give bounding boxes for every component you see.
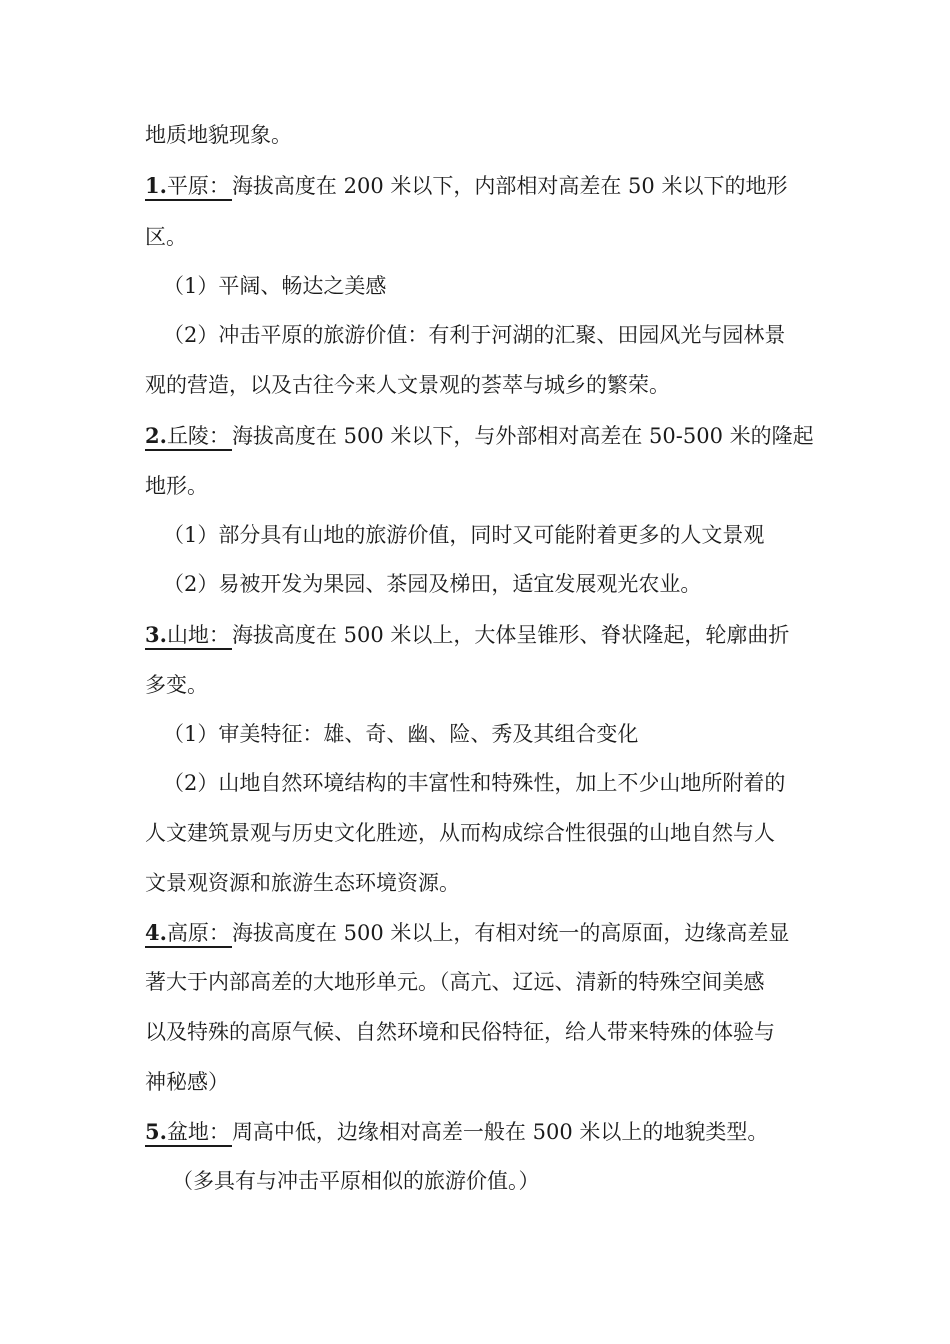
text-line: 以及特殊的高原气候、自然环境和民俗特征，给人带来特殊的体验与 <box>145 1020 775 1044</box>
section-heading-plain <box>145 171 787 201</box>
text-line: 文景观资源和旅游生态环境资源。 <box>145 871 460 895</box>
section-term: 4.高原： <box>145 920 232 948</box>
section-definition: 周高中低，边缘相对高差一般在 500 米以上的地貌类型。 <box>231 1120 769 1144</box>
text-line: （1）部分具有山地的旅游价值，同时又可能附着更多的人文景观 <box>163 523 765 547</box>
text-line: （2）山地自然环境结构的丰富性和特殊性，加上不少山地所附着的 <box>163 771 786 795</box>
section-heading-hills <box>145 421 814 451</box>
text-line: 神秘感） <box>145 1070 229 1094</box>
section-term: 2.丘陵： <box>145 423 232 451</box>
section-heading-plateau <box>145 918 789 948</box>
text-line: 著大于内部高差的大地形单元。（高亢、辽远、清新的特殊空间美感 <box>145 970 765 994</box>
text-line: （2）冲击平原的旅游价值：有利于河湖的汇聚、田园风光与园林景 <box>163 323 786 347</box>
text-line: （2）易被开发为果园、茶园及梯田，适宜发展观光农业。 <box>163 572 702 596</box>
text-line: 人文建筑景观与历史文化胜迹，从而构成综合性很强的山地自然与人 <box>145 821 775 845</box>
text-line: 区。 <box>145 225 187 249</box>
section-definition: 海拔高度在 500 米以上，有相对统一的高原面，边缘高差显 <box>231 921 790 945</box>
section-heading-basin <box>145 1117 768 1147</box>
text-line: （1）平阔、畅达之美感 <box>163 274 387 298</box>
section-term: 1.平原： <box>145 173 232 201</box>
text-line: 地形。 <box>145 474 208 498</box>
section-heading-mountain <box>145 620 789 650</box>
section-term: 3.山地： <box>145 622 232 650</box>
text-line: 地质地貌现象。 <box>145 123 292 147</box>
section-definition: 海拔高度在 500 米以下，与外部相对高差在 50-500 米的隆起 <box>231 424 814 448</box>
text-line: 多变。 <box>145 673 208 697</box>
section-term: 5.盆地： <box>145 1119 232 1147</box>
text-line: （多具有与冲击平原相似的旅游价值。） <box>172 1169 540 1193</box>
section-definition: 海拔高度在 500 米以上，大体呈锥形、脊状隆起，轮廓曲折 <box>231 623 790 647</box>
section-definition: 海拔高度在 200 米以下，内部相对高差在 50 米以下的地形 <box>231 174 788 198</box>
text-line: （1）审美特征：雄、奇、幽、险、秀及其组合变化 <box>163 722 639 746</box>
text-line: 观的营造，以及古往今来人文景观的荟萃与城乡的繁荣。 <box>145 373 670 397</box>
